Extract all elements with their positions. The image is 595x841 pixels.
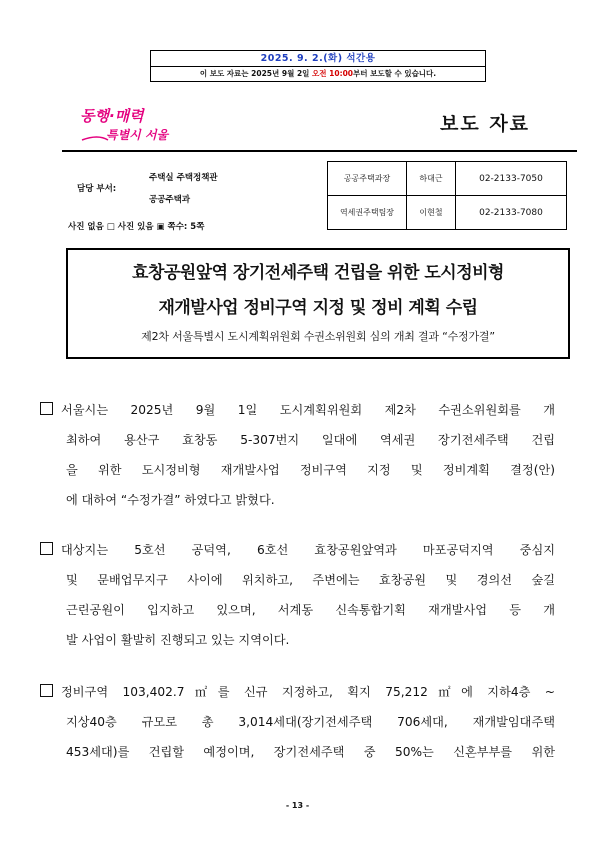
- svg-text:특별시 서울: 특별시 서울: [106, 128, 169, 142]
- paragraph-line: [40, 677, 555, 707]
- department-label: 담당 부서:: [77, 184, 117, 194]
- department-line-1: 주택실 주택정책관: [149, 173, 218, 183]
- contact-row: [328, 196, 567, 230]
- release-date: 2025. 9. 2.(화) 석간용: [151, 51, 485, 67]
- checkbox-bullet-icon: [40, 684, 53, 697]
- embargo-notice-suffix: 부터 보도할 수 있습니다.: [353, 69, 437, 78]
- paragraph-line: 을 위한 도시정비형 재개발사업 정비구역 지정 및 정비계획 결정(안): [66, 463, 555, 477]
- contact-row: [328, 162, 567, 196]
- contact-name: 이현철: [407, 196, 456, 230]
- contact-team: 공공주택과장: [328, 162, 407, 196]
- body-paragraph: [40, 535, 555, 655]
- page-number: - 13 -: [285, 801, 310, 810]
- headline-box: [66, 248, 570, 359]
- embargo-notice: [151, 67, 485, 81]
- contact-phone: 02-2133-7050: [456, 162, 567, 196]
- paragraph-line: [40, 535, 555, 565]
- paragraph-line: 지상40층 규모로 총 3,014세대(장기전세주택 706세대, 재개발임대주택: [66, 715, 555, 729]
- headline-subtitle: 제2차 서울특별시 도시계획위원회 수권소위원회 심의 개최 결과 “수정가결”: [141, 330, 495, 343]
- embargo-notice-prefix: 이 보도 자료는 2025년 9월 2일: [199, 69, 313, 78]
- header-divider: [62, 150, 577, 152]
- headline-line-2: 재개발사업 정비구역 지정 및 정비 계획 수립: [158, 298, 478, 318]
- paragraph-line: 및 문배업무지구 사이에 위치하고, 주변에는 효창공원 및 경의선 숲길: [66, 573, 555, 587]
- paragraph-line-text: 서울시는 2025년 9월 1일 도시계획위원회 제2차 수권소위원회를 개: [61, 403, 555, 417]
- paragraph-line: 에 대하여 “수정가결” 하였다고 밝혔다.: [66, 493, 275, 507]
- embargo-box: [150, 50, 486, 82]
- body-paragraph: [40, 395, 555, 515]
- body-paragraph: [40, 677, 555, 767]
- contact-name: 하대근: [407, 162, 456, 196]
- paragraph-line-text: 정비구역 103,402.7㎡를 신규 지정하고, 획지 75,212㎡에 지하4층 ~: [61, 685, 555, 699]
- checkbox-bullet-icon: [40, 402, 53, 415]
- department-info: [62, 163, 327, 238]
- paragraph-line: 453세대)를 건립할 예정이며, 장기전세주택 중 50%는 신혼부부를 위한: [66, 745, 555, 759]
- headline-line-1: 효창공원앞역 장기전세주택 건립을 위한 도시정비형: [132, 263, 504, 283]
- photo-page-info: 사진 없음 □ 사진 있음 ▣ 쪽수: 5쪽: [68, 222, 205, 232]
- svg-text:동행·매력: 동행·매력: [80, 107, 144, 125]
- contact-team: 역세권주택팀장: [328, 196, 407, 230]
- paragraph-line: 최하여 용산구 효창동 5-307번지 일대에 역세권 장기전세주택 건립: [66, 433, 555, 447]
- paragraph-line: [40, 395, 555, 425]
- embargo-time: 오전 10:00: [312, 69, 354, 78]
- department-line-2: 공공주택과: [149, 195, 191, 205]
- checkbox-bullet-icon: [40, 542, 53, 555]
- seoul-logo: [78, 104, 188, 144]
- paragraph-line: 근린공원이 입지하고 있으며, 서계동 신속통합기획 재개발사업 등 개: [66, 603, 555, 617]
- press-release-title: 보도 자료: [440, 113, 531, 135]
- contact-phone: 02-2133-7080: [456, 196, 567, 230]
- paragraph-line-text: 대상지는 5호선 공덕역, 6호선 효창공원앞역과 마포공덕지역 중심지: [61, 543, 555, 557]
- paragraph-line: 발 사업이 활발히 진행되고 있는 지역이다.: [66, 633, 290, 647]
- seoul-logo-graphic: [78, 104, 188, 144]
- contact-table: [327, 161, 567, 230]
